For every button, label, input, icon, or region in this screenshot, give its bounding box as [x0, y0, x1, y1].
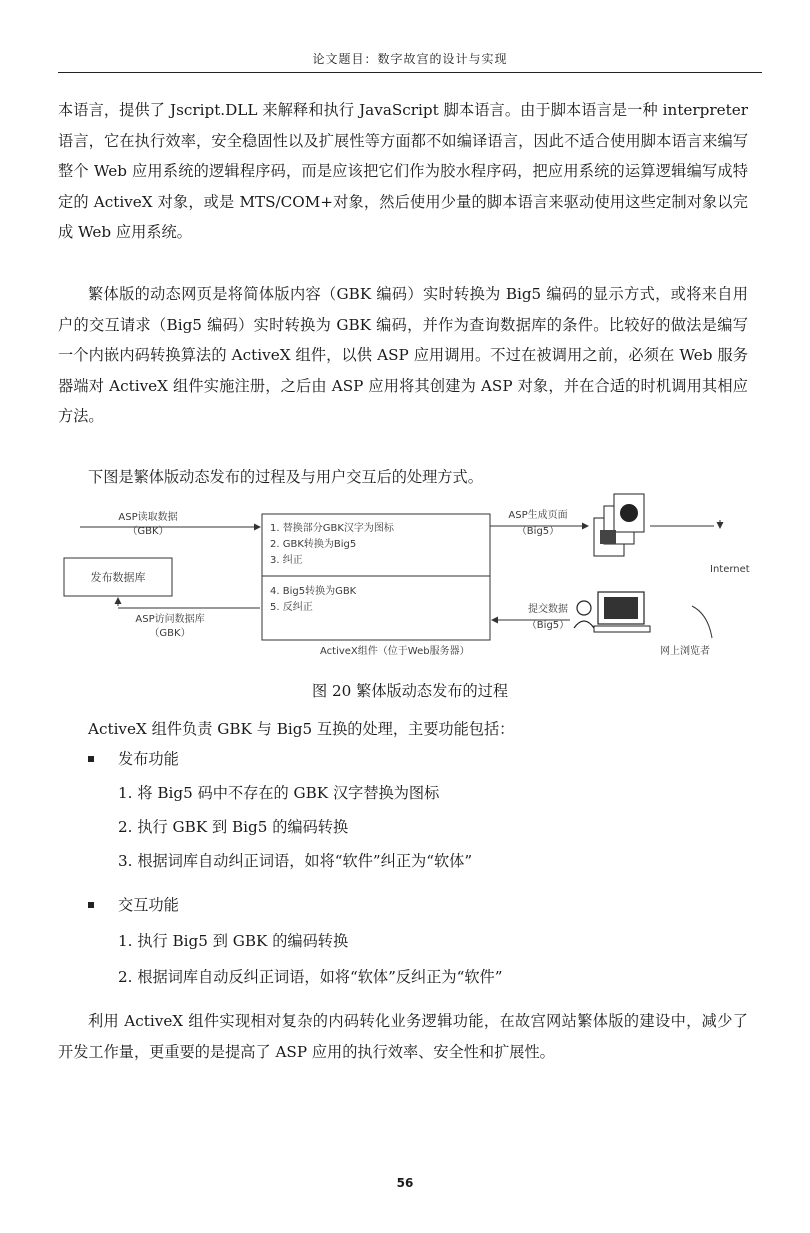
paragraph-conclusion: 利用 ActiveX 组件实现相对复杂的内码转化业务逻辑功能，在故宫网站繁体版的建设中，减少了开发工作量，更重要的是提高了 ASP 应用的执行效率、安全性和扩展性。	[58, 1012, 748, 1061]
bullet-publish	[88, 756, 94, 762]
paragraph-figure-intro: 下图是繁体版动态发布的过程及与用户交互后的处理方式。	[88, 468, 483, 486]
interact-function-title: 交互功能	[118, 896, 179, 914]
interact-item-1: 1. 执行 Big5 到 GBK 的编码转换	[118, 932, 349, 950]
internet-curve	[692, 606, 712, 638]
asp-generate-code: （Big5）	[516, 526, 560, 537]
asp-generate-label: ASP生成页面	[508, 510, 568, 521]
interact-item-2: 2. 根据词库自动反纠正词语，如将“软体”反纠正为“软件”	[118, 968, 503, 986]
web-pages-icon	[594, 494, 644, 556]
component-caption: ActiveX组件（位于Web服务器）	[320, 646, 470, 657]
publish-item-1: 1. 将 Big5 码中不存在的 GBK 汉字替换为图标	[118, 784, 440, 802]
functions-intro: ActiveX 组件负责 GBK 与 Big5 互换的处理，主要功能包括：	[88, 720, 515, 738]
internet-label: Internet	[710, 564, 750, 575]
computer-user-icon	[574, 592, 650, 632]
component-step-2: 2. GBK转换为Big5	[270, 539, 357, 550]
submit-data-code: （Big5）	[526, 620, 570, 631]
bullet-interact	[88, 902, 94, 908]
component-step-1: 1. 替换部分GBK汉字为图标	[270, 523, 394, 534]
asp-access-code: （GBK）	[149, 628, 191, 639]
paragraph-traditional-version: 繁体版的动态网页是将简体版内容（GBK 编码）实时转换为 Big5 编码的显示方式，或将来自用户的交互请求（Big5 编码）实时转换为 GBK 编码，并作为查询数据库的条件。比较好的做法是编写一个内嵌内码转换算法的 ActiveX 组件，以供 ASP 应用调用。不过在被调用之前，必须在 Web 服务器端对 ActiveX 组件实施注册，之后由 ASP 应用将其创建为 ASP 对象，并在合适的时机调用其相应方法。	[58, 285, 748, 426]
browser-user-label: 网上浏览者	[660, 646, 710, 657]
submit-data-label: 提交数据	[528, 604, 568, 615]
running-header: 论文题目：数字故宫的设计与实现	[312, 52, 508, 66]
header-rule	[58, 72, 762, 73]
component-step-4: 4. Big5转换为GBK	[270, 586, 357, 597]
asp-read-code: （GBK）	[127, 526, 169, 537]
component-step-3: 3. 纠正	[270, 555, 303, 566]
asp-access-label: ASP访问数据库	[135, 614, 205, 625]
asp-read-label: ASP读取数据	[118, 512, 178, 523]
publish-item-3: 3. 根据词库自动纠正词语，如将“软件”纠正为“软体”	[118, 852, 473, 870]
database-label: 发布数据库	[90, 571, 146, 584]
page-number: 56	[396, 1176, 414, 1190]
publishing-process-diagram	[60, 488, 760, 668]
publish-item-2: 2. 执行 GBK 到 Big5 的编码转换	[118, 818, 349, 836]
component-step-5: 5. 反纠正	[270, 602, 313, 613]
paragraph-script-language: 本语言，提供了 Jscript.DLL 来解释和执行 JavaScript 脚本语言。由于脚本语言是一种 interpreter 语言，它在执行效率，安全稳固性以及扩展性等方面都不如编译语言，因此不适合使用脚本语言来编写整个 Web 应用系统的逻辑程序码，而是应该把它们作为胶水程序码，把应用系统的运算逻辑编写成特定的 ActiveX 对象，或是 MTS/COM+对象，然后使用少量的脚本语言来驱动使用这些定制对象以完成 Web 应用系统。	[58, 101, 748, 242]
publish-function-title: 发布功能	[118, 750, 179, 768]
figure-caption: 图 20 繁体版动态发布的过程	[311, 682, 509, 700]
